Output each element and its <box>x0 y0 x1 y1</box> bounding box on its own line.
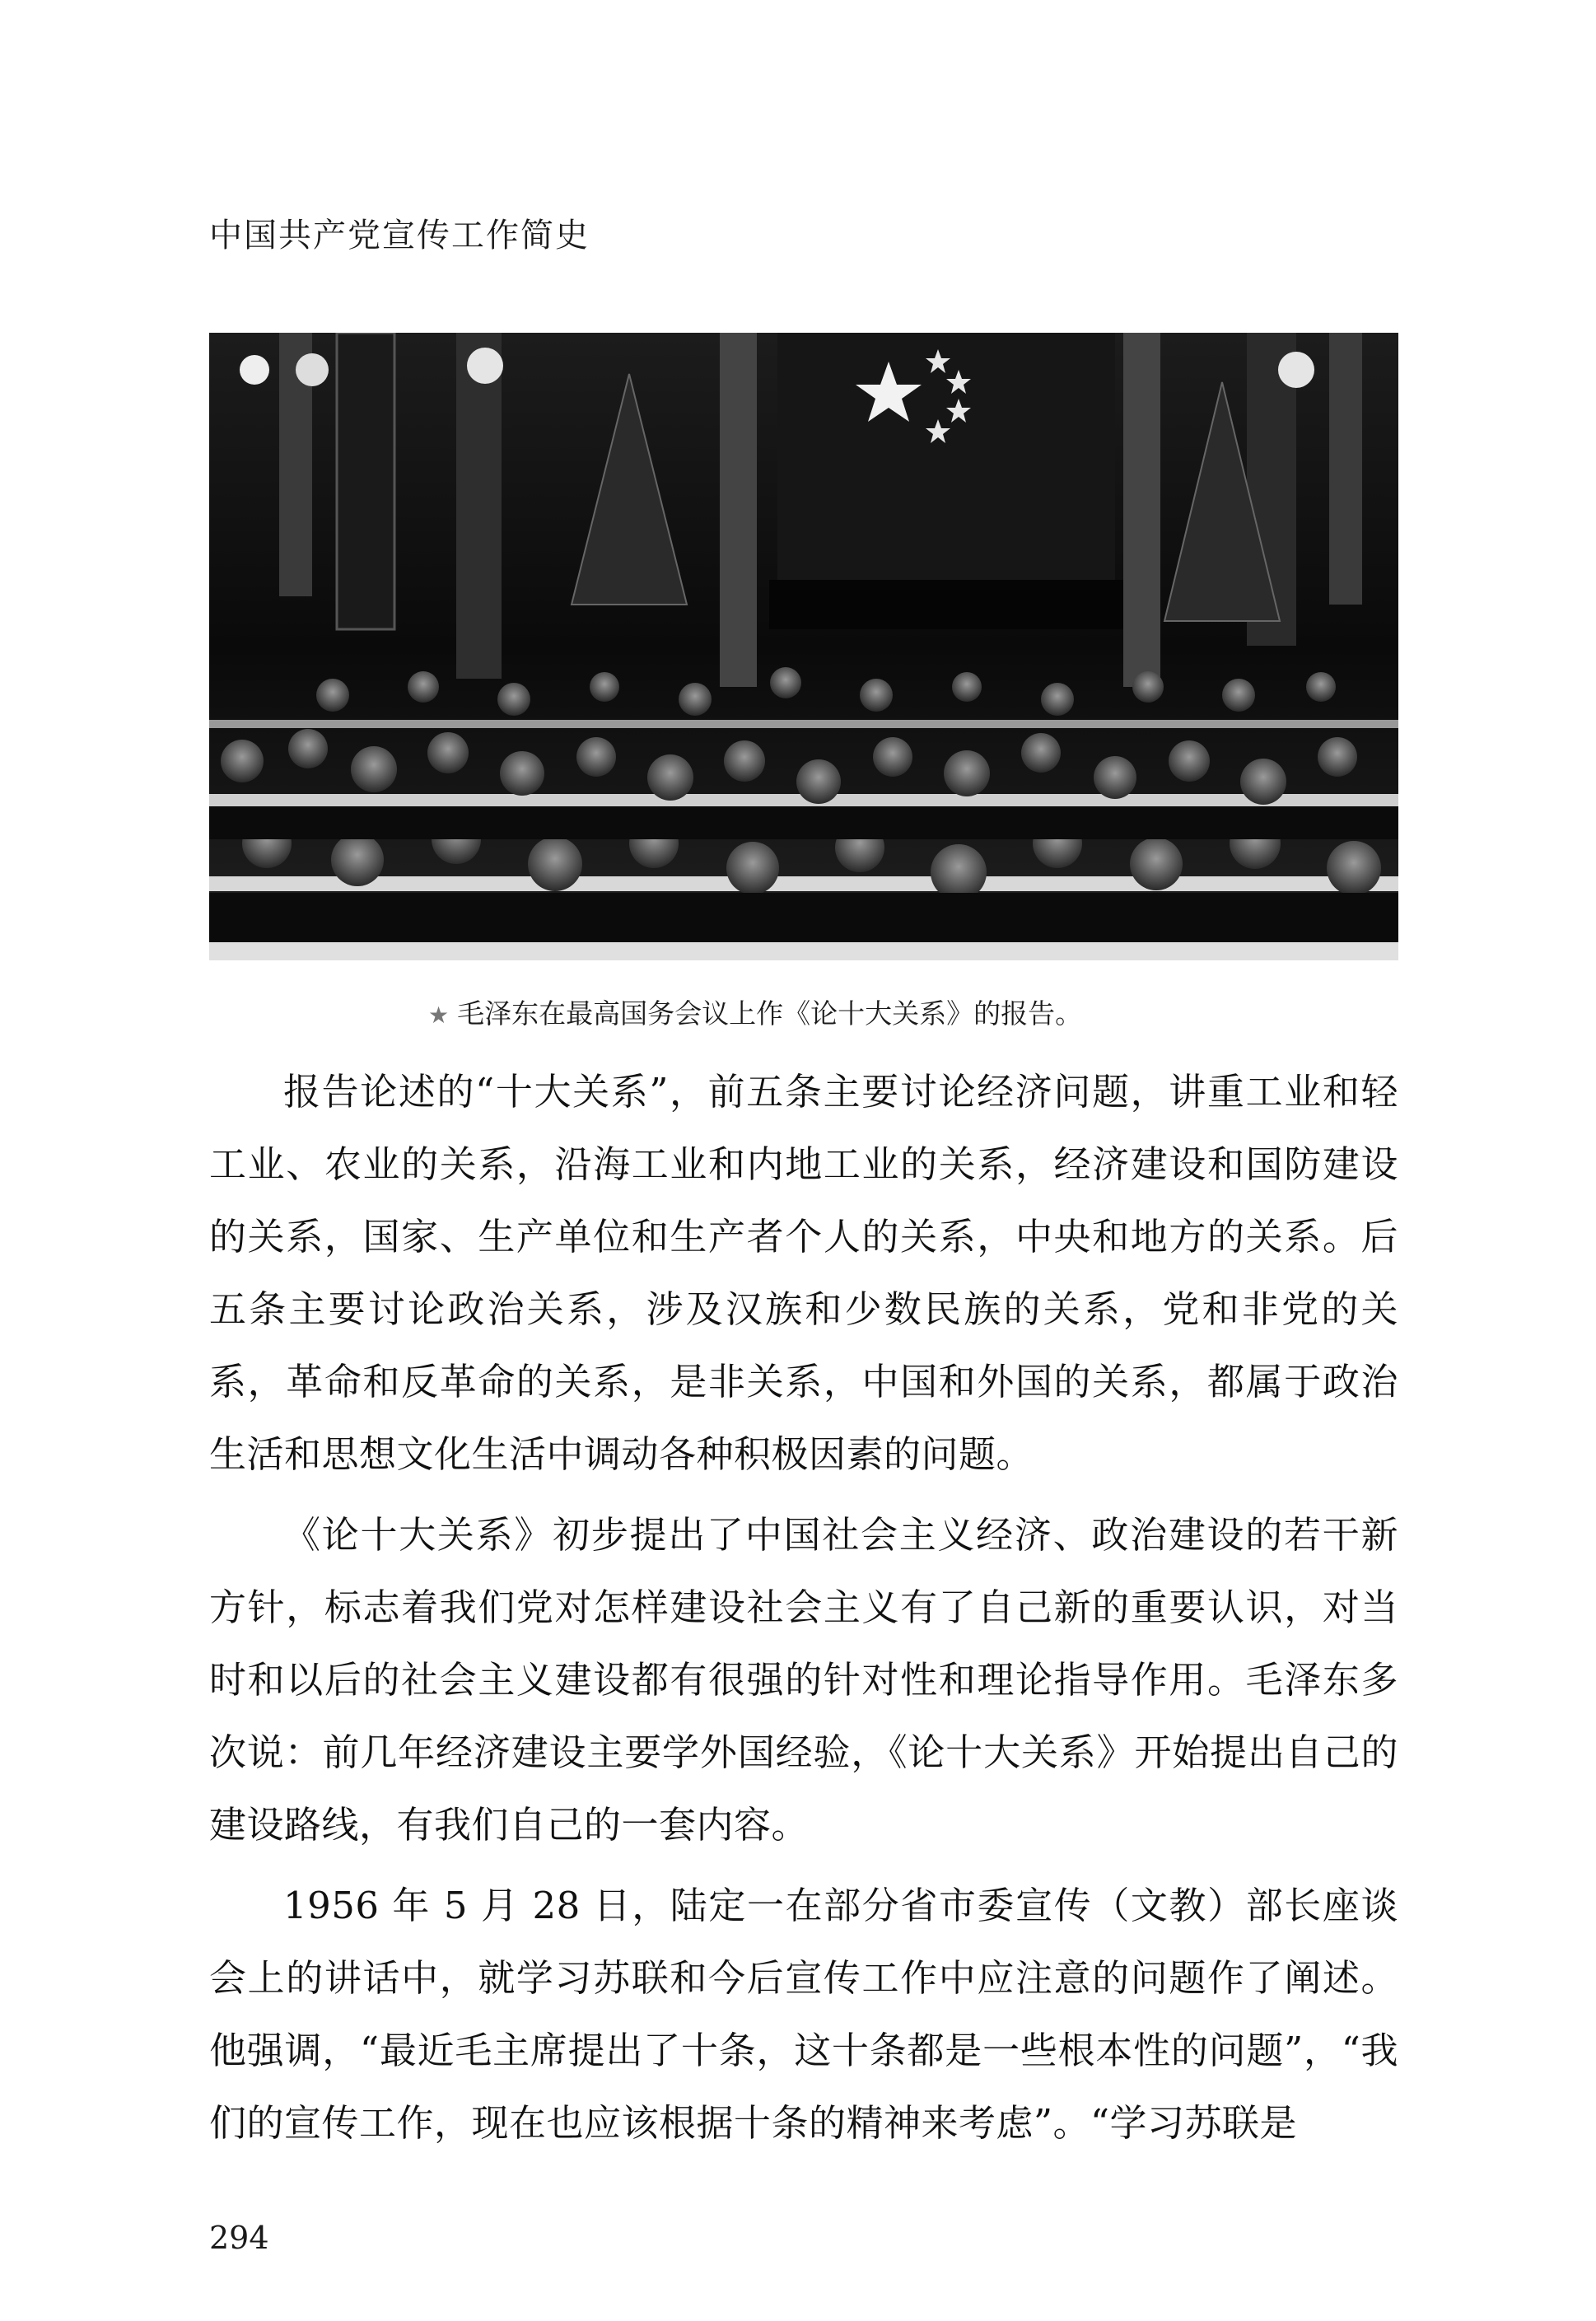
meeting-photo <box>209 333 1398 960</box>
paragraph: 1956 年 5 月 28 日，陆定一在部分省市委宣传（文教）部长座谈会上的讲话中，就学习苏联和今后宣传工作中应注意的问题作了阐述。他强调，“最近毛主席提出了十条，这十条都是一些根本性的问题”，“我们的宣传工作，现在也应该根据十条的精神来考虑”。“学习苏联是 <box>209 1884 1398 2145</box>
figure-caption <box>428 992 1252 1031</box>
paragraph: 报告论述的“十大关系”，前五条主要讨论经济问题，讲重工业和轻工业、农业的关系，沿海工业和内地工业的关系，经济建设和国防建设的关系，国家、生产单位和生产者个人的关系，中央和地方的关系。后五条主要讨论政治关系，涉及汉族和少数民族的关系，党和非党的关系，革命和反革命的关系，是非关系，中国和外国的关系，都属于政治生活和思想文化生活中调动各种积极因素的问题。 <box>209 1070 1398 1476</box>
running-title: 中国共产党宣传工作简史 <box>209 217 590 255</box>
figure-caption-text: 毛泽东在最高国务会议上作《论十大关系》的报告。 <box>457 997 1083 1030</box>
paragraph: 《论十大关系》初步提出了中国社会主义经济、政治建设的若干新方针，标志着我们党对怎样建设社会主义有了自己新的重要认识，对当时和以后的社会主义建设都有很强的针对性和理论指导作用。毛泽东多次说：前几年经济建设主要学外国经验，《论十大关系》开始提出自己的建设路线，有我们自己的一套内容。 <box>209 1513 1398 1847</box>
page-number: 294 <box>209 2220 269 2256</box>
body-text <box>209 1056 1398 2168</box>
star-icon: ★ <box>428 1002 450 1029</box>
